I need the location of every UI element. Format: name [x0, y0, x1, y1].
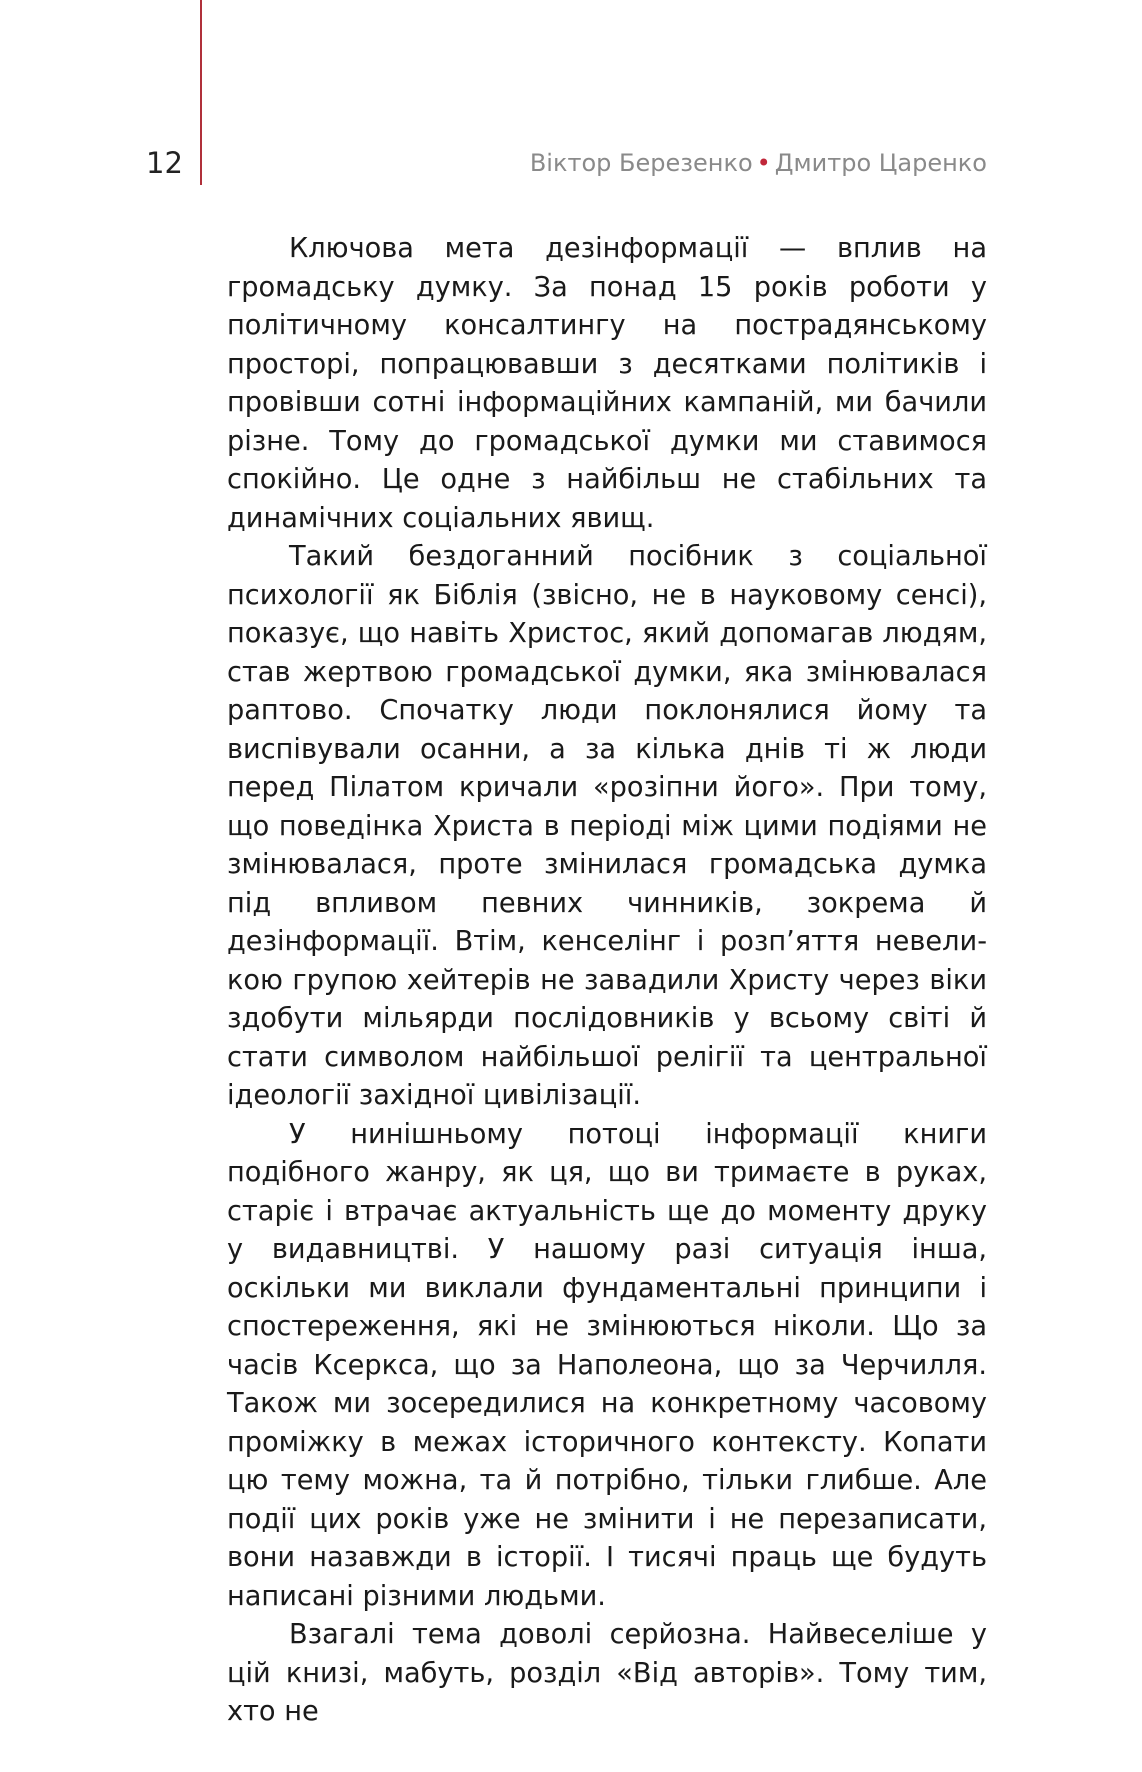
running-head [530, 146, 987, 180]
paragraph: У нинішньому потоці інформації книги подібного жанру, як ця, що ви тримаєте в руках, старіє і втрачає актуальність ще до моменту друку у видавництві. У нашому разі ситуація інша, оскільки ми виклали фундаментальні принципи і спостереження, які не змінюються ніколи. Що за часів Ксеркса, що за Наполеона, що за Черчилля. Також ми зосередилися на конкретному часовому проміжку в межах історичного контексту. Копати цю тему можна, та й потрібно, тільки глибше. Але події цих років уже не змінити і не перезаписати, вони назавжди в історії. І тисячі праць ще будуть написані різними людьми. [227, 1118, 987, 1612]
author-name-1: Віктор Березенко [529, 149, 753, 177]
paragraph: Такий бездоганний посібник з соціальної психології як Біблія (звісно, не в науковому сенсі), показує, що навіть Христос, який допомагав людям, став жертвою громадської думки, яка змінювалася раптово. Спочатку люди поклонялися йому та виспівували осанни, а за кілька днів ті ж люди перед Пілатом кричали «розіпни його». При тому, що поведінка Христа в періоді між цими подіями не змінювалася, проте змінилася громадська думка під впливом певних чинників, зокрема й дезінформації. Втім, кенселінг і розп’яття невеликою групою хейтерів не завадили Христу через віки здобути мільярди послідовників у всьому світі й стати символом найбільшої релігії та центральної ідеології західної цивілізації. [227, 541, 987, 1111]
margin-rule [200, 0, 202, 185]
paragraph: Взагалі тема доволі серйозна. Найвеселіше у цій книзі, мабуть, розділ «Від авторів». Тому тим, хто не [227, 1619, 987, 1727]
author-name-2: Дмитро Царенко [774, 149, 987, 177]
author-separator: • [756, 149, 771, 177]
paragraph: Ключова мета дезінформації — вплив на громадську думку. За понад 15 років роботи у політичному консалтингу на пострадянському просторі, попрацювавши з десятками політиків і провівши сотні інформаційних кампаній, ми бачили різне. Тому до громадської думки ми ставимося спокійно. Це одне з найбільш не стабільних та динамічних соціальних явищ. [227, 233, 987, 534]
body-text [227, 230, 987, 1732]
page-number: 12 [146, 146, 183, 180]
